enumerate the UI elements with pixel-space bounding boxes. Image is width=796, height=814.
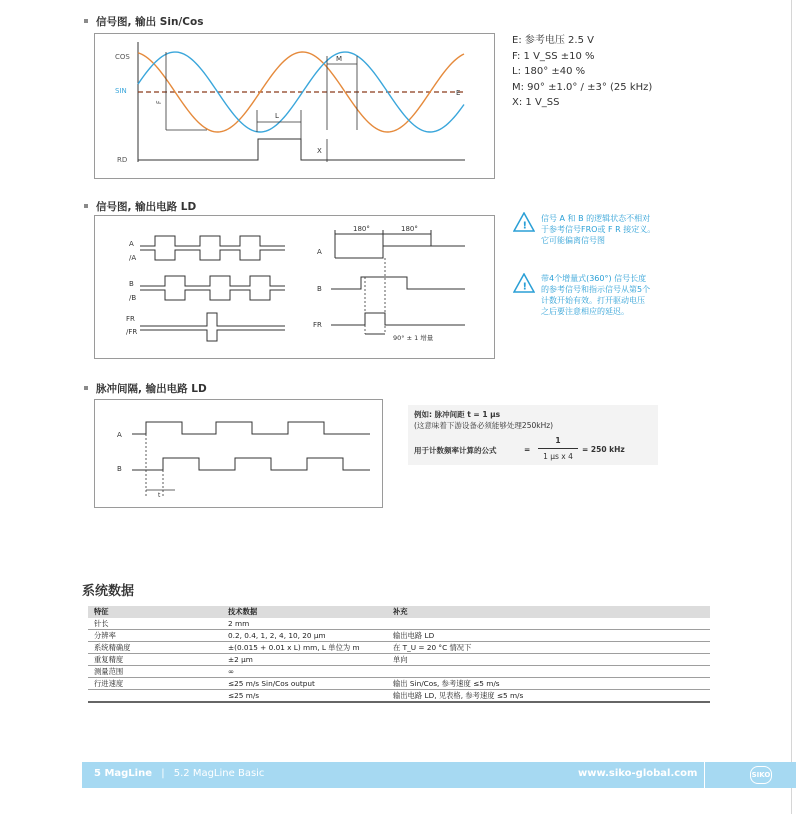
ld-r-a-label: A	[317, 248, 322, 256]
ld-r-b-label: B	[317, 285, 322, 293]
ld-increment-label: 90° ± 1 增量	[393, 334, 434, 342]
formula-denominator: 1 µs x 4	[543, 452, 573, 461]
ld-r-fr-signal	[331, 313, 465, 325]
ld-nb-signal	[140, 290, 285, 300]
ld-b-label: B	[129, 280, 134, 288]
rd-label: RD	[117, 156, 128, 164]
rd-signal	[138, 139, 465, 160]
e-label: E	[456, 89, 461, 97]
ld-r-a-signal	[335, 246, 465, 258]
bullet-icon	[84, 386, 88, 390]
pulse-example-box	[408, 405, 658, 465]
section-title-ld: 信号图, 输出电路 LD	[84, 199, 196, 214]
pulse-diagram	[95, 400, 382, 507]
system-data-table	[88, 606, 710, 703]
sin-label: SIN	[115, 87, 127, 95]
pulse-b-label: B	[117, 465, 122, 473]
pulse-diagram-frame	[94, 399, 383, 508]
f-label: F	[156, 100, 163, 104]
formula-label: 用于计数频率计算的公式	[414, 446, 497, 455]
pulse-a-label: A	[117, 431, 122, 439]
ld-diagram-frame	[94, 215, 495, 359]
svg-text:!: !	[522, 220, 528, 232]
system-data-title: 系统数据	[82, 584, 135, 599]
ld-b-signal	[140, 276, 285, 286]
table-row: 针长 2 mm	[88, 618, 710, 630]
formula-result: = 250 kHz	[582, 445, 625, 454]
section-title-sincos: 信号图, 输出 Sin/Cos	[84, 14, 203, 29]
footer-separator	[704, 762, 705, 788]
ld-r-b-signal	[331, 277, 465, 289]
ld-note-1: 信号 A 和 B 的逻辑状态不相对 于参考信号FRO或 F R 接定义。 它可能偏离信号图	[541, 214, 656, 245]
warning-icon-2	[513, 273, 535, 297]
table-header-row	[88, 606, 710, 618]
table-row: 重复精度 ±2 µm 单向	[88, 654, 710, 666]
sincos-diagram-frame	[94, 33, 495, 179]
ld-fr-signal	[140, 313, 285, 326]
header-feature: 特征	[88, 606, 222, 618]
formula-eq: =	[524, 445, 531, 454]
table-row: ≤25 m/s 输出电路 LD, 见表格, 参考速度 ≤5 m/s	[88, 690, 710, 703]
pulse-a-signal	[132, 422, 370, 434]
param-m: M: 90° ±1.0° / ±3° (25 kHz)	[512, 81, 653, 93]
ld-a-signal	[140, 236, 285, 246]
ld-nfr-label: /FR	[126, 328, 138, 336]
formula-numerator: 1	[555, 436, 561, 445]
sincos-diagram	[95, 34, 494, 178]
param-x: X: 1 V_SS	[512, 97, 560, 108]
bullet-icon	[84, 204, 88, 208]
sincos-parameters	[512, 33, 652, 111]
param-e: E: 参考电压 2.5 V	[512, 35, 594, 46]
ld-diagram	[95, 216, 494, 358]
param-l: L: 180° ±40 %	[512, 66, 586, 77]
example-line2: (这意味着下游设备必须能够处理250kHz)	[414, 421, 554, 430]
table-row: 分辨率 0.2, 0.4, 1, 2, 4, 10, 20 µm 输出电路 LD	[88, 630, 710, 642]
footer-breadcrumb	[94, 768, 264, 779]
ld-na-signal	[140, 250, 285, 260]
ld-note-2: 带4个增量式(360°) 信号长度 的参考信号和指示信号从第5个 计数开始有效。打开驱动电压 之后要注意相应的延迟。	[541, 274, 651, 316]
bullet-icon	[84, 19, 88, 23]
ld-deg2-label: 180°	[401, 225, 418, 233]
cos-label: COS	[115, 53, 130, 61]
footer-subtitle: 5.2 MagLine Basic	[173, 768, 265, 779]
siko-logo-icon: SIKO	[750, 766, 772, 784]
table-row: 系统精确度 ±(0.015 + 0.01 x L) mm, L 单位为 m 在 T_U = 20 °C 情况下	[88, 642, 710, 654]
example-line1: 例如: 脉冲间距 t = 1 µs	[414, 410, 501, 419]
ld-r-fr-label: FR	[313, 321, 322, 329]
ld-nb-label: /B	[129, 294, 137, 302]
footer-divider: |	[161, 768, 165, 779]
x-label: X	[317, 147, 322, 155]
footer-chapter: 5 MagLine	[94, 768, 152, 779]
footer-url-link[interactable]: www.siko-global.com	[578, 768, 698, 779]
ld-nfr-signal	[140, 330, 285, 341]
pulse-b-signal	[132, 458, 370, 470]
header-notes: 补充	[387, 606, 710, 618]
table-row: 行进速度 ≤25 m/s Sin/Cos output 输出 Sin/Cos, 参考速度 ≤5 m/s	[88, 678, 710, 690]
page-footer	[82, 762, 796, 788]
ld-a-label: A	[129, 240, 134, 248]
page-edge-line	[791, 0, 792, 814]
formula-fraction-bar	[538, 448, 578, 449]
warning-icon-1	[513, 212, 535, 236]
ld-deg1-label: 180°	[353, 225, 370, 233]
param-f: F: 1 V_SS ±10 %	[512, 50, 595, 62]
table-row: 测量范围 ∞	[88, 666, 710, 678]
ld-fr-label: FR	[126, 315, 135, 323]
header-technical-data: 技术数据	[222, 606, 387, 618]
section-title-pulse: 脉冲间隔, 输出电路 LD	[84, 381, 207, 396]
pulse-t-label: t	[158, 492, 161, 499]
ld-na-label: /A	[129, 254, 137, 262]
system-data-table-wrap	[88, 606, 710, 703]
m-label: M	[336, 55, 343, 63]
l-label: L	[275, 112, 279, 120]
svg-text:!: !	[522, 281, 528, 293]
